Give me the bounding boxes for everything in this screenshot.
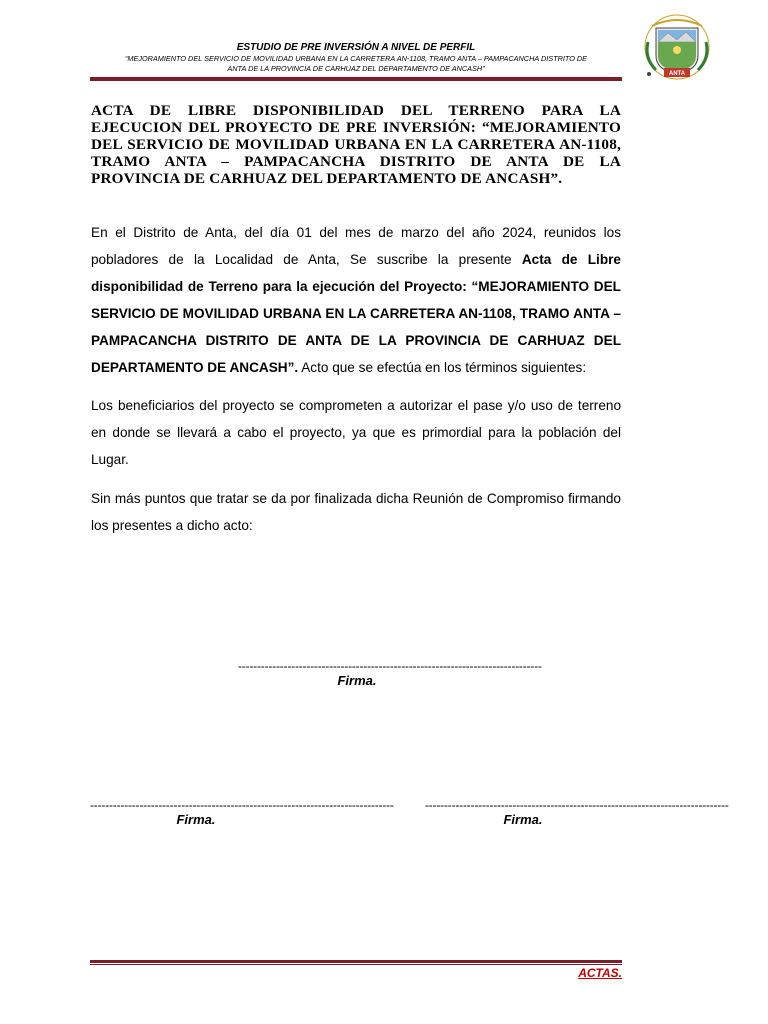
- signature-line: --------------------------------------------------------------------------------: [238, 659, 542, 673]
- signature-label: Firma.: [176, 812, 216, 827]
- header-title: ESTUDIO DE PRE INVERSIÓN A NIVEL DE PERFIL: [236, 42, 476, 53]
- footer-rule-thin: [90, 964, 622, 965]
- paragraph-closing: Sin más puntos que tratar se da por finalizada dicha Reunión de Compromiso firmando los presentes a dicho acto:: [91, 491, 621, 533]
- signature-center: [238, 659, 542, 689]
- signature-line: --------------------------------------------------------------------------------: [425, 798, 729, 812]
- header-rule: [90, 77, 622, 81]
- paragraph-intro-tail: Acto que se efectúa en los términos siguientes:: [298, 359, 587, 375]
- header-subtitle-line2: ANTA DE LA PROVINCIA DE CARHUAZ DEL DEPARTAMENTO DE ANCASH”: [227, 63, 485, 73]
- footer-rule: [90, 960, 622, 963]
- signature-left: [90, 798, 394, 828]
- header-subtitle-line1: “MEJORAMIENTO DEL SERVICIO DE MOVILIDAD URBANA EN LA CARRETERA AN-1108, TRAMO ANTA – PAMPACANCHA DISTRITO DE: [124, 54, 588, 63]
- signature-right: [425, 798, 729, 828]
- header-block: [90, 42, 622, 73]
- footer-label: ACTAS.: [578, 966, 622, 980]
- paragraph-intro-bold: Acta de Libre disponibilidad de Terreno para la ejecución del Proyecto: “MEJORAMIENTO DEL SERVICIO DE MOVILIDAD URBANA EN LA CARRETERA AN-1108, TRAMO ANTA – PAMPACANCHA DISTRITO DE ANTA DE LA PROVINCIA DE CARHUAZ DEL DEPARTAMENTO DE ANCASH”.: [91, 251, 621, 375]
- logo-banner-text: ANTA: [668, 71, 686, 77]
- signature-label: Firma.: [337, 673, 377, 688]
- act-title: ACTA DE LIBRE DISPONIBILIDAD DEL TERRENO PARA LA EJECUCION DEL PROYECTO DE PRE INVERSIÓN: “MEJORAMIENTO DEL SERVICIO DE MOVILIDAD URBANA EN LA CARRETERA AN-1108, TRAMO ANTA – PAMPACANCHA DISTRITO DE ANTA DE LA PROVINCIA DE CARHUAZ DEL DEPARTAMENTO DE ANCASH”.: [91, 102, 621, 187]
- paragraph-intro-text: En el Distrito de Anta, del día 01 del mes de marzo del año 2024, reunidos los pobladores de la Localidad de Anta, Se suscribe la presente: [91, 225, 621, 267]
- paragraph-intro: [91, 220, 621, 381]
- municipal-crest-icon: [640, 12, 714, 82]
- signature-line: --------------------------------------------------------------------------------: [90, 798, 394, 812]
- signature-label: Firma.: [503, 812, 543, 827]
- paragraph-beneficiaries: Los beneficiarios del proyecto se comprometen a autorizar el pase y/o uso de terreno en donde se llevará a cabo el proyecto, ya que es primordial para la población del Lugar.: [91, 398, 621, 467]
